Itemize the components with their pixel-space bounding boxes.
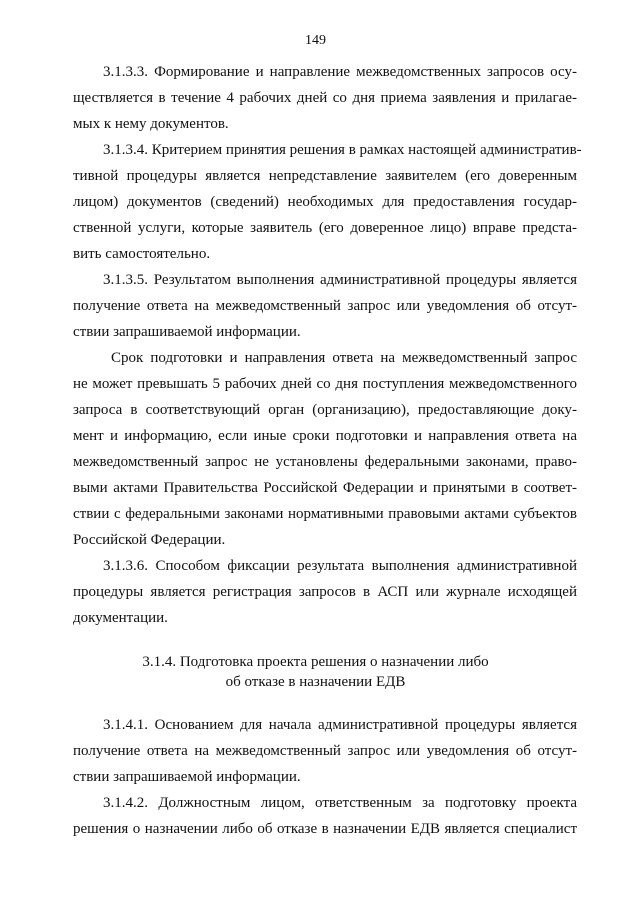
section-heading: 3.1.4. Подготовка проекта решения о назначении либо [142, 654, 489, 670]
text-line: мент и информацию, если иные сроки подготовки и направления ответа на [73, 428, 577, 444]
text-line: решения о назначении либо об отказе в назначении ЕДВ является специалист [73, 821, 577, 837]
text-line: ствии запрашиваемой информации. [73, 324, 301, 340]
text-line: ственной услуги, которые заявитель (его доверенное лицо) вправе предста- [73, 220, 577, 236]
text-line: 3.1.4.2. Должностным лицом, ответственным за подготовку проекта [103, 795, 577, 811]
text-line: лицом) документов (сведений) необходимых для предоставления государ- [73, 194, 577, 210]
text-line: не может превышать 5 рабочих дней со дня поступления межведомственного [73, 376, 577, 392]
text-line: документации. [73, 610, 168, 626]
text-line: 3.1.3.6. Способом фиксации результата выполнения административной [103, 558, 577, 574]
text-line: тивной процедуры является непредставление заявителем (его доверенным [73, 168, 577, 184]
text-line: 3.1.3.4. Критерием принятия решения в рамках настоящей административ- [103, 142, 582, 158]
text-line: Российской Федерации. [73, 532, 226, 548]
section-heading: об отказе в назначении ЕДВ [225, 674, 406, 690]
text-line: Срок подготовки и направления ответа на межведомственный запрос [111, 350, 577, 366]
text-line: мых к нему документов. [73, 116, 229, 132]
page-number: 149 [305, 33, 326, 48]
text-line: межведомственный запрос не установлены федеральными законами, право- [73, 454, 577, 470]
text-line: ществляется в течение 4 рабочих дней со дня приема заявления и прилагае- [73, 90, 577, 106]
text-line: ствии запрашиваемой информации. [73, 769, 301, 785]
text-line: получение ответа на межведомственный запрос или уведомления об отсут- [73, 298, 577, 314]
text-line: получение ответа на межведомственный запрос или уведомления об отсут- [73, 743, 577, 759]
text-line: 3.1.4.1. Основанием для начала административной процедуры является [103, 717, 577, 733]
text-line: ствии с федеральными законами нормативными правовыми актами субъектов [73, 506, 577, 522]
text-line: вить самостоятельно. [73, 246, 211, 262]
text-line: выми актами Правительства Российской Федерации и принятыми в соответ- [73, 480, 577, 496]
text-line: запроса в соответствующий орган (организацию), предоставляющие доку- [73, 402, 577, 418]
text-line: 3.1.3.5. Результатом выполнения административной процедуры является [103, 272, 577, 288]
text-line: процедуры является регистрация запросов в АСП или журнале исходящей [73, 584, 577, 600]
text-line: 3.1.3.3. Формирование и направление межведомственных запросов осу- [103, 64, 577, 80]
